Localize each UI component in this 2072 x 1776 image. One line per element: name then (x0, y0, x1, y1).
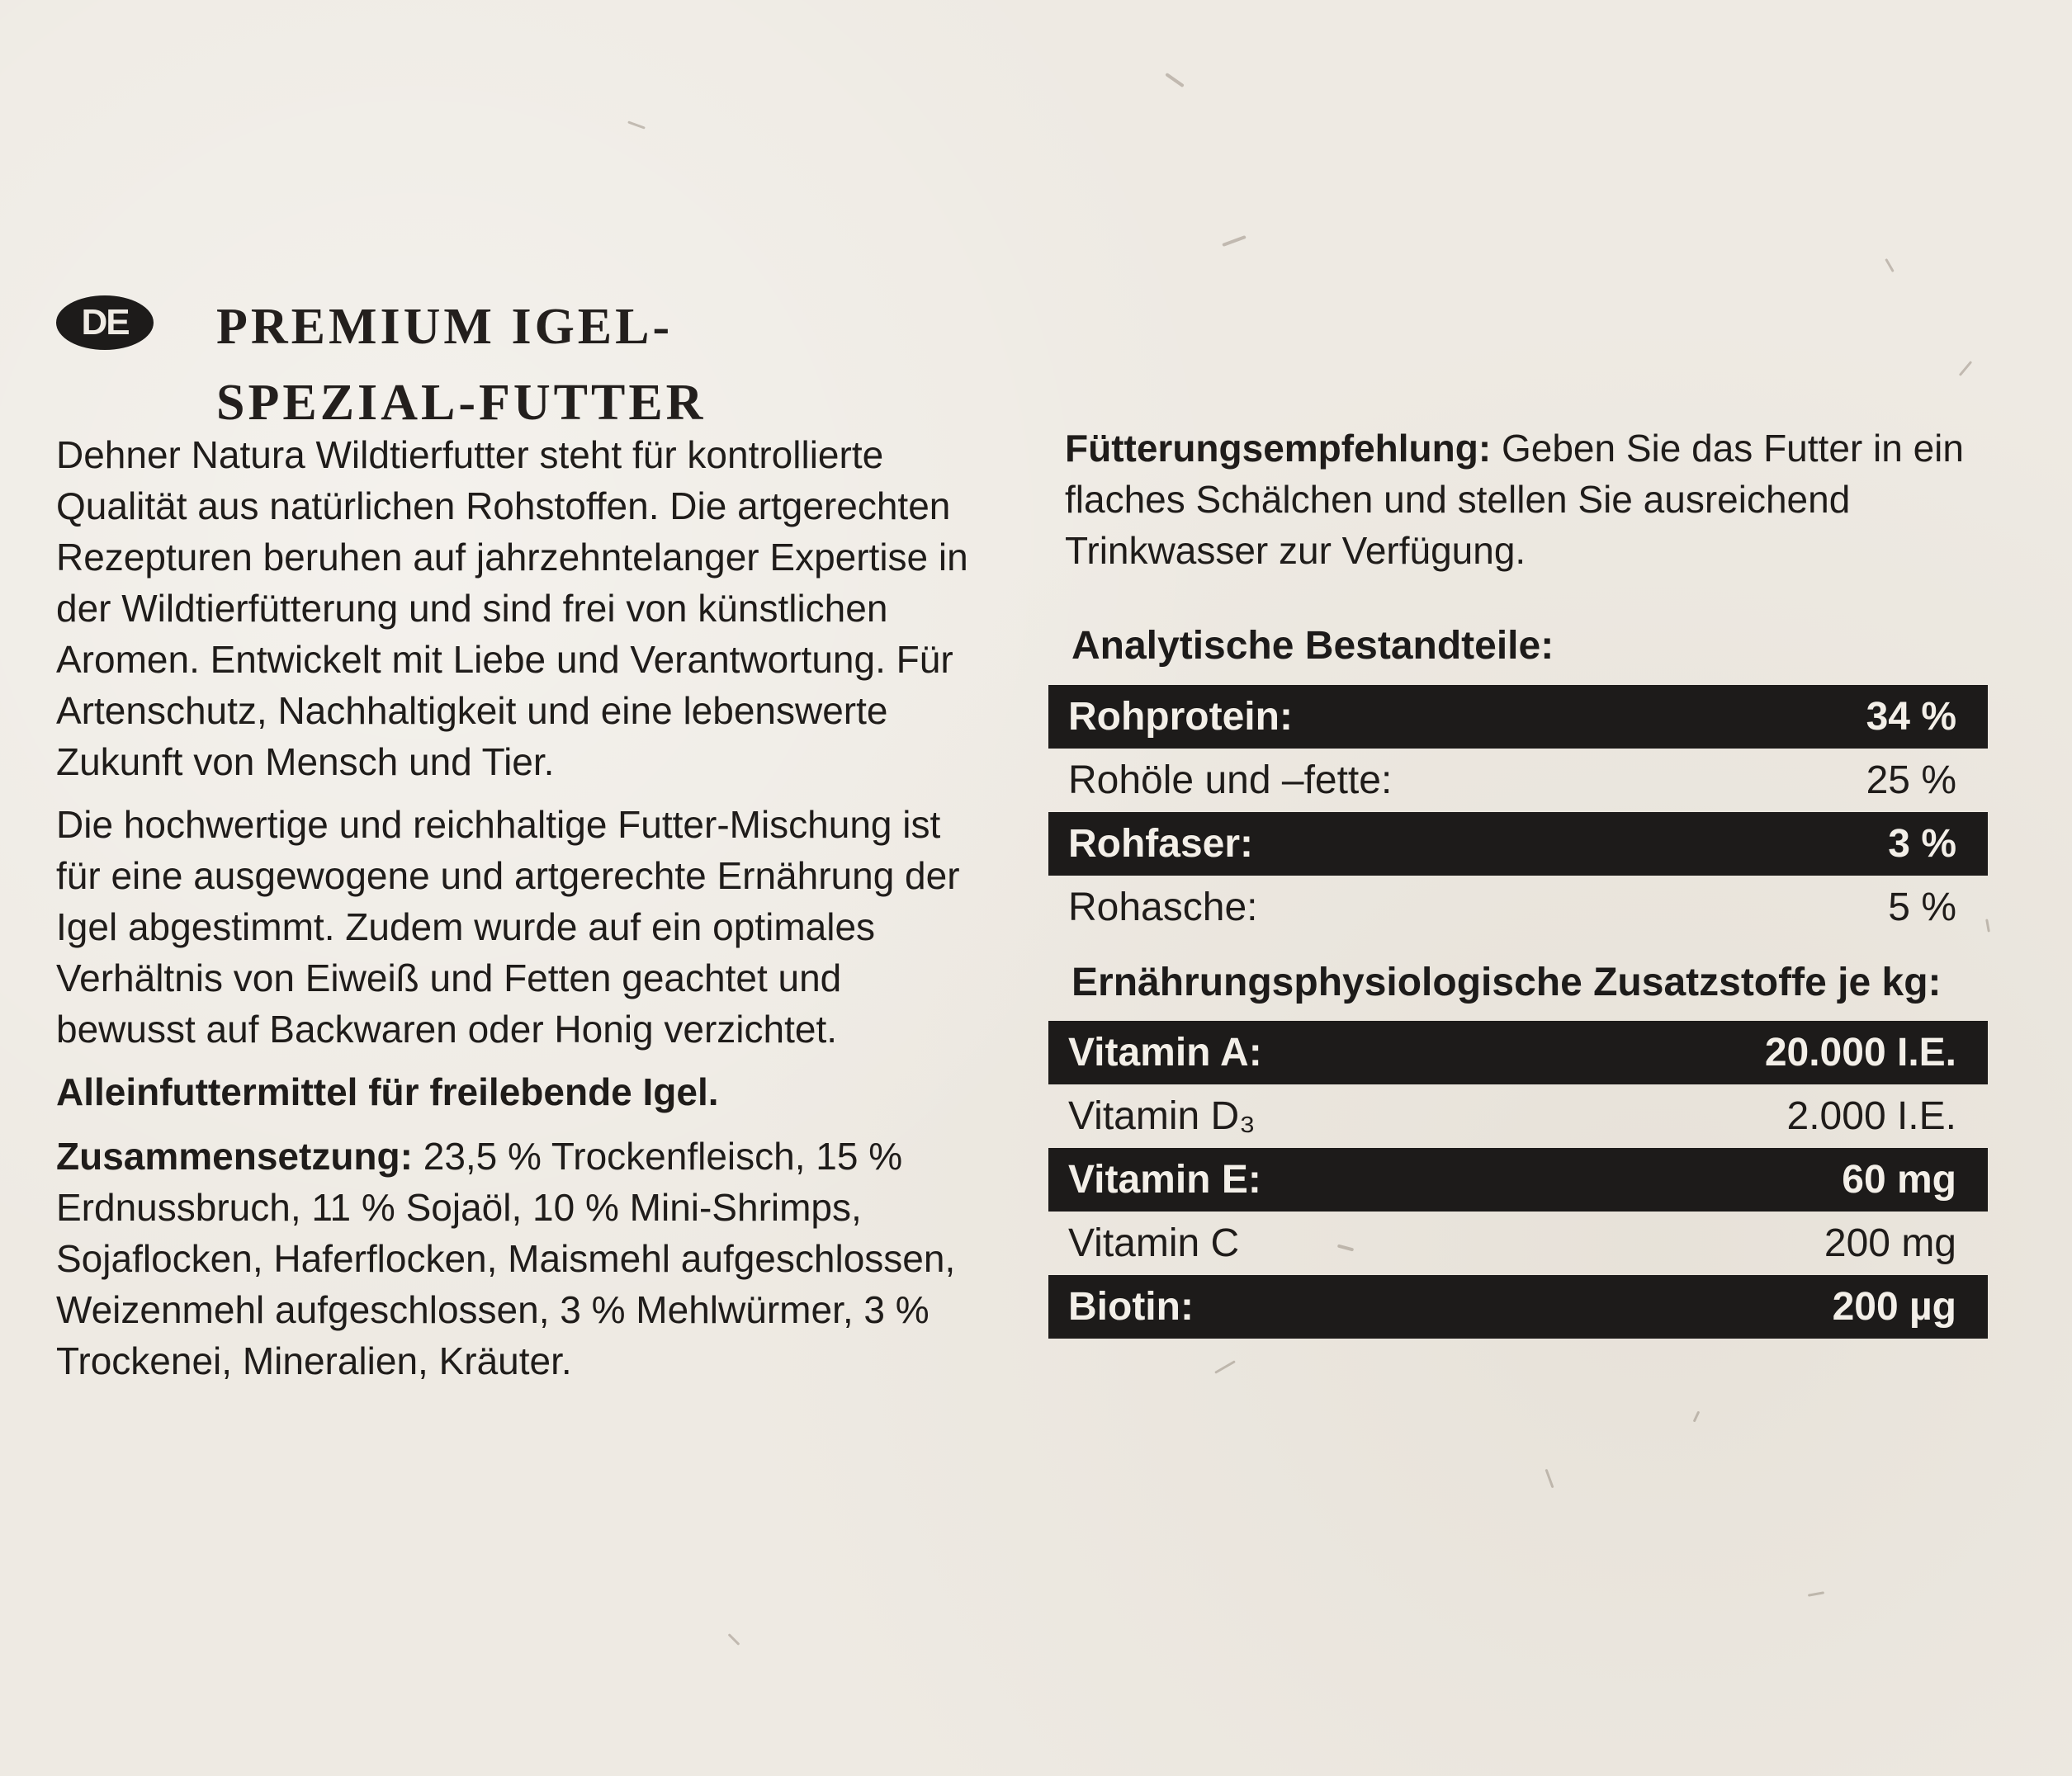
row-name: Vitamin D₃ (1068, 1094, 1256, 1138)
row-value: 200 mg (1824, 1221, 1956, 1265)
table-row (1048, 1275, 1988, 1339)
row-name: Rohasche: (1068, 886, 1258, 929)
row-value: 60 mg (1842, 1158, 1956, 1202)
row-name: Rohöle und –fette: (1068, 758, 1393, 802)
paper-fleck (728, 1633, 740, 1646)
product-title-line-2: SPEZIAL-FUTTER (216, 375, 707, 431)
row-name: Biotin: (1068, 1285, 1194, 1329)
table-row (1048, 812, 1988, 876)
row-value: 25 % (1866, 758, 1956, 802)
table-row (1048, 1084, 1988, 1148)
complete-feed-statement: Alleinfuttermittel für freilebende Igel. (56, 1070, 719, 1113)
language-badge: DE (56, 295, 154, 350)
row-value: 3 % (1888, 822, 1956, 866)
paper-fleck (1222, 235, 1247, 247)
additives-table (1048, 1021, 1988, 1339)
row-name: Rohfaser: (1068, 822, 1254, 866)
row-name: Vitamin C (1068, 1221, 1240, 1265)
additives-heading: Ernährungsphysiologische Zusatzstoffe je kg: (1071, 961, 1942, 1004)
mix-paragraph: Die hochwertige und reichhaltige Futter-Mischung ist für eine ausgewogene und artgerechte Ernährung der Igel abgestimmt. Zudem wurde auf ein optimales Verhältnis von Eiweiß und Fetten geachtet und bewusst auf Backwaren oder Honig verzichtet. (56, 803, 960, 1051)
row-value: 5 % (1888, 886, 1956, 929)
row-value: 20.000 I.E. (1764, 1031, 1956, 1075)
composition-text: 23,5 % Trockenfleisch, 15 % Erdnussbruch, 11 % Sojaöl, 10 % Mini-Shrimps, Sojaflocken, Haferflocken, Maismehl aufgeschlossen, Weizenmehl aufgeschlossen, 3 % Mehlwürmer, 3 % Trockenei, Mineralien, Kräuter. (56, 1135, 956, 1382)
composition-paragraph (56, 1131, 989, 1386)
composition-label: Zusammensetzung: (56, 1135, 413, 1178)
paper-fleck (1808, 1591, 1824, 1596)
feeding-text: Geben Sie das Futter in ein flaches Schälchen und stellen Sie ausreichend Trinkwasser zur Verfügung. (1065, 427, 1964, 572)
row-value: 200 µg (1832, 1285, 1956, 1329)
feeding-recommendation (1065, 423, 1989, 576)
analytic-heading: Analytische Bestandteile: (1071, 624, 1554, 668)
paper-fleck (1885, 258, 1895, 272)
paper-fleck (1545, 1469, 1554, 1489)
paper-fleck (1165, 73, 1185, 87)
paper-fleck (1214, 1360, 1236, 1374)
feeding-column (1065, 423, 1989, 576)
table-row (1048, 1212, 1988, 1275)
intro-paragraph: Dehner Natura Wildtierfutter steht für kontrollierte Qualität aus natürlichen Rohstoffen. Die artgerechten Rezepturen beruhen auf jahrzehntelanger Expertise in der Wildtierfütterung und sind frei von künstlichen Aromen. Entwickelt mit Liebe und Verantwortung. Für Artenschutz, Nachhaltigkeit und eine lebenswerte Zukunft von Mensch und Tier. (56, 433, 968, 783)
row-value: 2.000 I.E. (1786, 1094, 1956, 1138)
paper-fleck (1959, 361, 1972, 376)
product-title (216, 289, 706, 441)
feeding-label: Fütterungsempfehlung: (1065, 427, 1492, 470)
table-row (1048, 1021, 1988, 1084)
description-column (56, 429, 989, 1398)
table-row (1048, 1148, 1988, 1212)
paper-fleck (627, 120, 646, 129)
row-name: Vitamin E: (1068, 1158, 1261, 1202)
paper-fleck (1693, 1411, 1701, 1423)
product-title-line-1: PREMIUM IGEL- (216, 299, 674, 355)
row-name: Rohprotein: (1068, 695, 1293, 739)
row-name: Vitamin A: (1068, 1031, 1262, 1075)
table-row (1048, 685, 1988, 749)
table-row (1048, 876, 1988, 939)
row-value: 34 % (1866, 695, 1956, 739)
table-row (1048, 749, 1988, 812)
analytic-table (1048, 685, 1988, 939)
